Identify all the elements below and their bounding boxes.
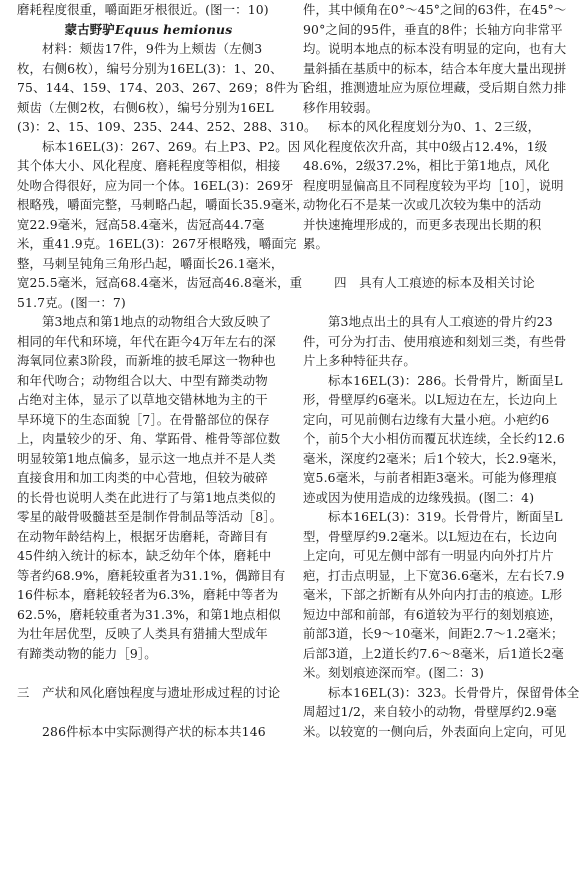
- text-line: [17, 273, 303, 293]
- scientific-name: Equus hemionus: [114, 21, 233, 37]
- text-line-content: 疤，打击点明显，上下宽36.6毫米，左右长7.9: [303, 567, 565, 583]
- text-line-content: 磨耗程度很重，嚼面距牙根很近。(图一：10): [17, 2, 269, 17]
- text-line: [17, 254, 284, 274]
- text-line-content: 整，马刺呈钝角三角形凸起，嚼面长26.1毫米，: [17, 255, 284, 271]
- text-line-content: 个，前5个大小相仿而覆瓦状连续，全长约12.6: [303, 431, 565, 446]
- text-line: [303, 215, 566, 235]
- text-line-content: 四 具有人工痕迹的标本及相关讨论: [334, 275, 535, 290]
- text-line: [17, 644, 280, 664]
- text-line: [17, 410, 280, 430]
- text-line-content: 颊齿（左侧2枚，右侧6枚），编号分别为16EL: [17, 99, 274, 115]
- text-line-content: 均。说明本地点的标本没有明显的定向，也有大: [303, 41, 567, 56]
- spacer: [17, 702, 280, 722]
- text-line-content: 第3地点出土的具有人工痕迹的骨片约23: [328, 314, 553, 329]
- text-line: [17, 59, 283, 79]
- text-line: [17, 527, 280, 547]
- text-line-content: 蒙古野驴: [64, 21, 115, 37]
- text-line-content: 直接食用和加工肉类的中心营地，但较为破碎: [17, 470, 268, 485]
- text-line-content: 占绝对主体，显示了以草地交错林地为主的干: [17, 392, 268, 407]
- text-line: [17, 312, 280, 332]
- spacer: [303, 254, 566, 274]
- text-line: [17, 390, 280, 410]
- text-line: [303, 390, 566, 410]
- text-line: [17, 293, 280, 313]
- text-line: [17, 488, 280, 508]
- text-line-content: 前部3道，长9～10毫米，间距2.7～1.2毫米；: [303, 626, 564, 641]
- text-line: [303, 429, 566, 449]
- text-line-content: 相同的年代和环境，年代在距今4万年左右的深: [17, 333, 276, 349]
- text-line-content: 上，肉量较少的牙、角、掌跖骨、椎骨等部位数: [17, 431, 281, 446]
- text-line-content: 片上多种特征共存。: [303, 353, 416, 368]
- text-line: [303, 527, 566, 547]
- text-line: [17, 117, 317, 137]
- text-line-content: 周超过1/2，来自较小的动物，骨壁厚约2.9毫: [303, 704, 557, 719]
- text-line-content: 枚，右侧6枚），编号分别为16EL(3)：1、20、: [17, 60, 283, 76]
- text-line: [17, 39, 280, 59]
- text-line-content: 标本16EL(3)：319。长骨骨片，断面呈L: [328, 509, 563, 524]
- text-line-content: 零星的敲骨吸髓甚至是制作骨制品等活动［8］。: [17, 509, 283, 524]
- text-line: [303, 195, 566, 215]
- text-line-content: 75、144、159、174、203、267、269；8件为下: [17, 80, 312, 95]
- text-line-content: 为壮年居优型，反映了人类具有猎捕大型成年: [17, 626, 268, 641]
- text-line: [17, 507, 283, 527]
- text-line-content: 形，骨壁厚约6毫米。以L短边在左，长边向上: [303, 392, 558, 407]
- text-line-content: 标本的风化程度划分为0、1、2三级，: [328, 119, 541, 134]
- text-line: [303, 644, 566, 664]
- text-line: [17, 605, 280, 625]
- text-line: [303, 663, 566, 683]
- text-line: [303, 39, 566, 59]
- text-line-content: 286件标本中实际测得产状的标本共146: [42, 723, 266, 739]
- text-line-content: 毫米，下部之折断有从外向内打击的痕迹。L形: [303, 587, 563, 602]
- text-line: [303, 332, 566, 352]
- text-line-content: 短边中部和前部，有6道较为平行的刻划痕迹，: [303, 606, 562, 622]
- text-line-content: 处吻合得很好，应为同一个体。16EL(3)：269牙: [17, 177, 294, 193]
- text-line: [303, 410, 566, 430]
- text-line: [303, 371, 566, 391]
- text-line: [303, 98, 566, 118]
- text-line: [303, 20, 566, 40]
- text-line: [17, 156, 280, 176]
- text-line-content: 在动物年龄结构上，根据牙齿磨耗，奇蹄目有: [17, 528, 268, 544]
- text-line: [303, 312, 566, 332]
- text-line: [303, 683, 580, 703]
- text-line-content: 16件标本，磨耗较轻者为6.3%，磨耗中等者为: [17, 587, 279, 602]
- text-line: [17, 234, 297, 254]
- text-line-content: 移作用较弱。: [303, 99, 379, 115]
- text-line-content: 45件纳入统计的标本，缺乏幼年个体，磨耗中: [17, 548, 272, 563]
- text-line-content: 合组，推测遗址应为原位埋藏，受后期自然力排: [303, 80, 567, 95]
- text-line: [17, 78, 312, 98]
- text-line: [303, 468, 566, 488]
- spacer: [303, 293, 566, 313]
- text-line-content: 风化程度依次升高，其中0级占12.4%，1级: [303, 138, 548, 154]
- text-line: [17, 0, 280, 20]
- text-line: [17, 215, 280, 235]
- text-line-content: 米。刻划痕迹深而窄。(图二：3): [303, 665, 485, 680]
- text-line: [303, 0, 566, 20]
- text-line-content: 量斜插在基质中的标本，结合本年度大量出现拼: [303, 60, 567, 76]
- text-line-content: 的长骨也说明人类在此进行了与第1地点类似的: [17, 489, 276, 505]
- text-line: [303, 585, 566, 605]
- text-line: [303, 546, 566, 566]
- text-line-content: 有蹄类动物的能力［9］。: [17, 645, 157, 661]
- section-heading: [17, 683, 280, 703]
- text-line: [17, 332, 280, 352]
- text-line: [303, 234, 566, 254]
- spacer: [17, 663, 280, 683]
- text-line-content: 后部3道，上2道长约7.6～8毫米，后1道长2毫: [303, 645, 564, 661]
- text-line: [17, 566, 286, 586]
- text-line-content: 米。以较宽的一侧向后，外表面向上定向，可见: [303, 723, 567, 739]
- text-line-content: 型，骨壁厚约9.2毫米。以L短边在右，长边向: [303, 528, 558, 544]
- text-line: [17, 722, 280, 742]
- text-line: [17, 624, 280, 644]
- text-line-content: 海氧同位素3阶段，而新堆的披毛犀这一物种也: [17, 353, 276, 368]
- text-line: [303, 117, 566, 137]
- text-line: [17, 137, 301, 157]
- text-line: [303, 624, 566, 644]
- text-line: [303, 702, 566, 722]
- text-line: [303, 351, 566, 371]
- text-line-content: 迹或因为使用造成的边缘残损。(图二：4): [303, 489, 535, 505]
- text-line: [17, 585, 280, 605]
- text-line: [17, 546, 280, 566]
- text-line: [17, 429, 280, 449]
- text-line-content: 标本16EL(3)：286。长骨骨片，断面呈L: [328, 372, 563, 388]
- text-line-content: 上定向，可见左侧中部有一明显内向外打片片: [303, 548, 554, 563]
- text-line: [303, 488, 566, 508]
- text-line: [17, 98, 280, 118]
- text-line-content: 动物化石不是某一次或几次较为集中的活动: [303, 197, 542, 212]
- text-line: [17, 468, 280, 488]
- text-line-content: 米，重41.9克。16EL(3)：267牙根略残，嚼面完: [17, 236, 297, 251]
- text-line-content: 根略残，嚼面完整，马刺略凸起，嚼面长35.9毫米，: [17, 197, 309, 212]
- text-line-content: 累。: [303, 236, 329, 251]
- text-line: [17, 449, 280, 469]
- text-line-content: 等者约68.9%，磨耗较重者为31.1%，偶蹄目有: [17, 567, 286, 583]
- text-line-content: 标本16EL(3)：323。长骨骨片，保留骨体全: [328, 684, 580, 700]
- text-line-content: 宽5.6毫米，与前者相距3毫米。可能为修理痕: [303, 470, 557, 485]
- text-line: [303, 137, 566, 157]
- text-line-content: 并快速掩埋形成的，而更多表现出长期的积: [303, 216, 542, 232]
- text-line: [17, 176, 294, 196]
- section-heading: [303, 273, 566, 293]
- text-line: [303, 566, 566, 586]
- text-line: [303, 156, 566, 176]
- text-line-content: 定向，可见前侧右边缘有大量小疤。小疤约6: [303, 411, 550, 427]
- text-line-content: 宽25.5毫米，冠高68.4毫米，齿冠高46.8毫米，重: [17, 275, 303, 290]
- text-line: [303, 59, 566, 79]
- text-line-content: 宽22.9毫米，冠高58.4毫米，齿冠高44.7毫: [17, 216, 265, 232]
- text-line-content: 和年代吻合；动物组合以大、中型有蹄类动物: [17, 372, 268, 388]
- text-line: [17, 195, 309, 215]
- text-line: [17, 351, 280, 371]
- text-line: [17, 371, 280, 391]
- text-line-content: 标本16EL(3)：267、269。右上P3、P2。因: [42, 138, 301, 154]
- left-column: [17, 0, 317, 741]
- text-line-content: 件，其中倾角在0°～45°之间的63件，在45°～: [303, 2, 567, 17]
- text-line-content: 件，可分为打击、使用痕迹和刻划三类，有些骨: [303, 333, 567, 349]
- text-line: [303, 507, 566, 527]
- text-line: [303, 449, 566, 469]
- text-line: [303, 722, 566, 742]
- text-line-content: 旱环境下的生态面貌［7］。在骨骼部位的保存: [17, 411, 270, 427]
- text-line-content: 程度明显偏高且不同程度较为平均［10］，说明: [303, 177, 564, 193]
- text-line-content: (3)：2、15、109、235、244、252、288、310。: [17, 119, 317, 134]
- text-line-content: 第3地点和第1地点的动物组合大致反映了: [42, 314, 272, 329]
- text-line-content: 90°之间的95件，垂直的8件；长轴方向非常平: [303, 21, 563, 37]
- species-heading: [17, 20, 280, 40]
- text-line-content: 明显较第1地点偏多，显示这一地点并不是人类: [17, 450, 276, 466]
- text-line-content: 51.7克。(图一：7): [17, 294, 126, 310]
- text-line-content: 毫米，深度约2毫米；后1个较大，长2.9毫米，: [303, 450, 565, 466]
- text-line-content: 其个体大小、风化程度、磨耗程度等相似，相接: [17, 158, 281, 173]
- text-line: [303, 78, 566, 98]
- right-column: [303, 0, 580, 741]
- text-line-content: 48.6%，2级37.2%，相比于第1地点，风化: [303, 158, 550, 173]
- text-line: [303, 176, 566, 196]
- text-line-content: 材料：颊齿17件，9件为上颊齿（左侧3: [42, 41, 263, 56]
- text-line-content: 62.5%，磨耗较重者为31.3%，和第1地点相似: [17, 606, 281, 622]
- text-line-content: 三 产状和风化磨蚀程度与遗址形成过程的讨论: [17, 684, 281, 700]
- text-line: [303, 605, 566, 625]
